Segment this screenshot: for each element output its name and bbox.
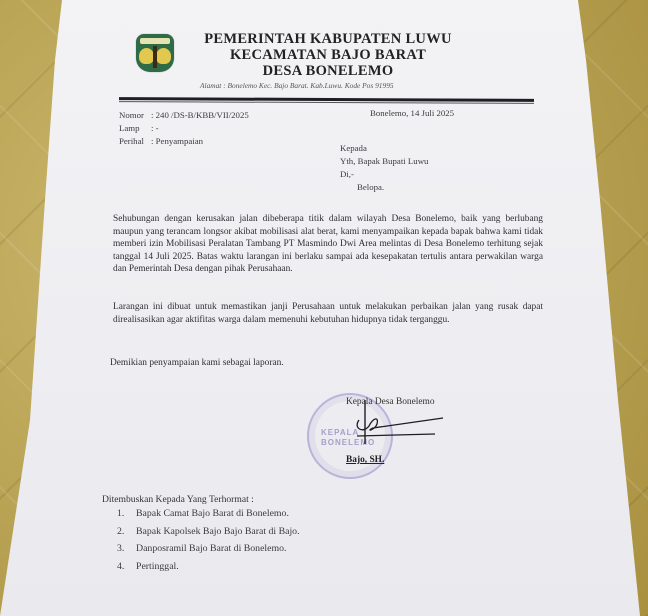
cc-list-item: 2. Bapak Kapolsek Bajo Bajo Barat di Bajo. <box>117 525 300 537</box>
meta-perihal: Perihal : Penyampaian <box>119 136 204 146</box>
cc-list-item: 1. Bapak Camat Bajo Barat di Bonelemo. <box>117 508 289 519</box>
body-paragraph-1: Sehubungan dengan kerusakan jalan dibeberapa titik dalam wilayah Desa Bonelemo, baik yang berlubang maupun yang terancam longsor akibat mobilisasi alat berat, kami menyampaikan kepada bapak bahwa kami tidak memberi izin Mobilisasi Peralatan Tambang PT Masmindo Dwi Area melintas di Desa Bonelemo terhitung sejak tanggal 14 Juli 2025. Batas waktu larangan ini berlaku sampai ada kesepakatan tertulis antara perwakilan warga dan Pemerintah Desa dengan pihak Perusahaan. <box>113 214 543 275</box>
cc-list <box>117 508 300 578</box>
recipient-name: Yth, Bapak Bupati Luwu <box>340 156 429 166</box>
body-closing: Demikian penyampaian kami sebagai laporan. <box>110 358 284 368</box>
letterhead-address: Alamat : Bonelemo Kec. Bajo Barat. Kab.Luwu. Kode Pos 91995 <box>200 81 394 90</box>
signature-scribble-icon <box>335 398 445 448</box>
signatory-title: Kepala Desa Bonelemo <box>346 397 435 407</box>
place-date: Bonelemo, 14 Juli 2025 <box>370 108 455 118</box>
cc-title: Ditembuskan Kepada Yang Terhormat : <box>102 494 254 505</box>
body-paragraph-2: Larangan ini dibuat untuk memastikan janji Perusahaan untuk melakukan perbaikan jalan yang rusak dapat direalisasikan agar aktifitas warga dalam memenuhi kebutuhan hidupnya tidak terganggu. <box>113 302 543 325</box>
letterhead-government: PEMERINTAH KABUPATEN LUWU <box>204 31 452 47</box>
recipient-city: Belopa. <box>357 182 385 192</box>
signatory-name: Bajo, SH. <box>346 455 385 465</box>
letterhead-village: DESA BONELEMO <box>262 63 394 79</box>
meta-nomor: Nomor : 240 /DS-B/KBB/VII/2025 <box>119 110 249 120</box>
cc-list-item: 3. Danposramil Bajo Barat di Bonelemo. <box>117 543 287 554</box>
recipient-di: Di,- <box>340 169 354 179</box>
regency-emblem-icon <box>136 34 174 72</box>
village-stamp: KEPALA BONELEMO <box>307 393 393 479</box>
cc-list-item: 4. Pertinggal. <box>117 560 179 572</box>
recipient-kepada: Kepada <box>340 143 367 153</box>
meta-lamp: Lamp : - <box>119 123 159 133</box>
letterhead-district: KECAMATAN BAJO BARAT <box>229 47 427 63</box>
